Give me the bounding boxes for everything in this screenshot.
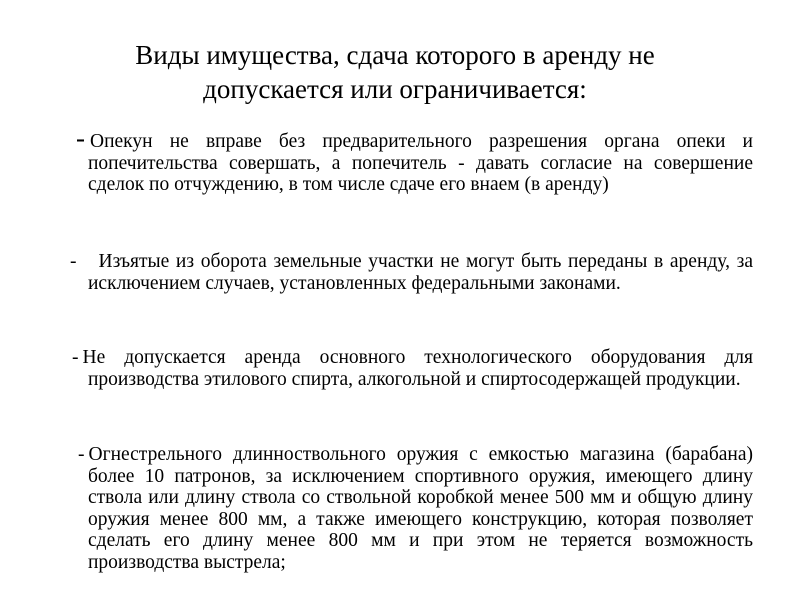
list-item-text: Огнестрельного длинноствольного оружия с емкостью магазина (барабана) более 10 патронов, за исключением спортивного оружия, имеющего длину ствола или длину ствола со ствольной коробкой менее 500 мм и общую длину оружия менее 800 мм, а также имеющего конструкцию, которая позволяет сделать его длину менее 800 мм и при этом не теряется возможность производства выстрела;	[88, 444, 753, 573]
list-item-guardian-consent	[76, 123, 753, 196]
list-item-dash: -	[76, 123, 85, 153]
list-item-text: Изъятые из оборота земельные участки не могут быть переданы в аренду, за исключением случаев, установленных федеральными законами.	[88, 251, 753, 294]
list-item-dash: -	[72, 347, 79, 368]
list-item-dash: -	[70, 251, 77, 272]
list-item-text: Опекун не вправе без предварительного разрешения органа опеки и попечительства совершать, а попечитель - давать согласие на совершение сделок по отчуждению, в том числе сдаче его внаем (в аренду)	[88, 131, 753, 196]
list-item-land-plots	[70, 251, 753, 294]
list-item-alcohol-equipment	[72, 347, 753, 390]
list-item-firearms	[78, 444, 753, 574]
slide-title	[60, 38, 730, 106]
slide-title-line-1: Виды имущества, сдача которого в аренду не	[135, 40, 655, 70]
slide-title-line-2: допускается или ограничивается:	[203, 74, 587, 104]
list-item-text: Не допускается аренда основного технологического оборудования для производства этилового спирта, алкогольной и спиртосодержащей продукции.	[82, 347, 753, 390]
list-item-dash: -	[78, 444, 85, 465]
